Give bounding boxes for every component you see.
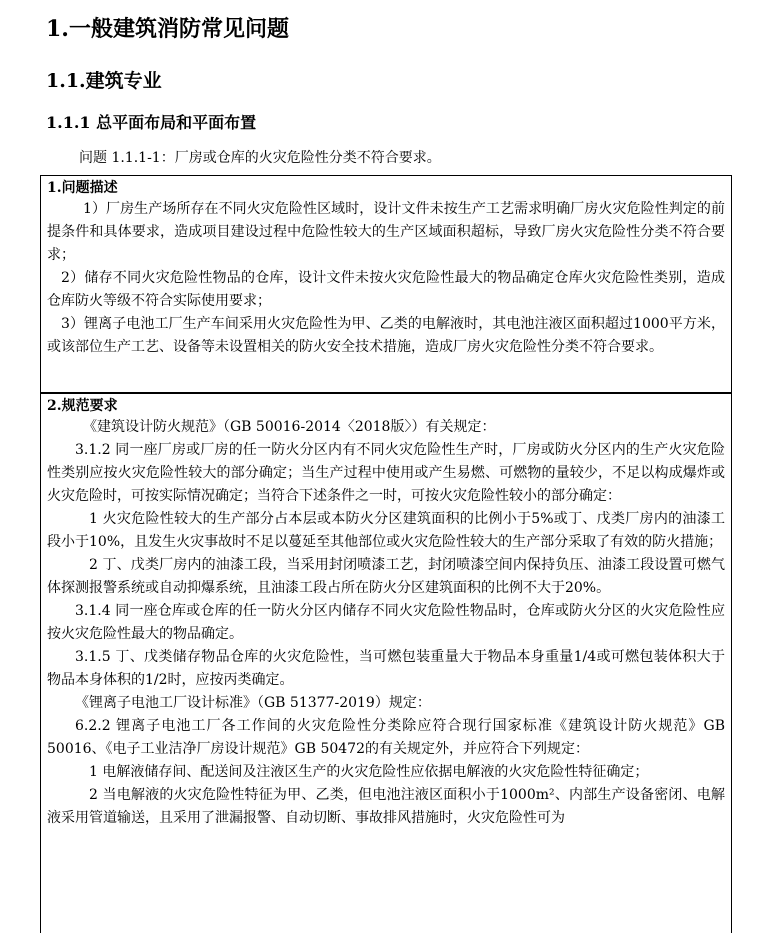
problem-paragraph: 3）锂离子电池工厂生产车间采用火灾危险性为甲、乙类的电解液时，其电池注液区面积超过1000平方米，或该部位生产工艺、设备等未设置相关的防火安全技术措施，造成厂房火灾危险性分类不符合要求。: [47, 316, 725, 355]
section-heading: 1.1.建筑专业: [46, 70, 162, 92]
chapter-heading: 1.一般建筑消防常见问题: [46, 16, 289, 42]
problem-description-title: 1.问题描述: [47, 180, 118, 196]
code-paragraph: 6.2.2 锂离子电池工厂各工作间的火灾危险性分类除应符合现行国家标准《建筑设计防火规范》GB 50016、《电子工业洁净厂房设计规范》GB 50472的有关规定外，并应符合下列规定：: [47, 718, 725, 757]
code-paragraph: 2 丁、戊类厂房内的油漆工段，当采用封闭喷漆工艺，封闭喷漆空间内保持负压、油漆工段设置可燃气体探测报警系统或自动抑爆系统，且油漆工段占所在防火分区建筑面积的比例不大于20%。: [47, 557, 725, 596]
problem-description-box: [40, 175, 732, 393]
code-requirements-box: [40, 393, 732, 933]
subsection-heading: 1.1.1 总平面布局和平面布置: [46, 113, 257, 132]
code-paragraph: 3.1.5 丁、戊类储存物品仓库的火灾危险性，当可燃包装重量大于物品本身重量1/4或可燃包装体积大于物品本身体积的1/2时，应按丙类确定。: [47, 649, 725, 688]
code-paragraph: 3.1.4 同一座仓库或仓库的任一防火分区内储存不同火灾危险性物品时，仓库或防火分区的火灾危险性应按火灾危险性最大的物品确定。: [47, 603, 725, 642]
question-title: 问题 1.1.1-1：厂房或仓库的火灾危险性分类不符合要求。: [79, 150, 441, 166]
problem-paragraph: 1）厂房生产场所存在不同火灾危险性区域时，设计文件未按生产工艺需求明确厂房火灾危险性判定的前提条件和具体要求，造成项目建设过程中危险性较大的生产区域面积超标，导致厂房火灾危险性分类不符合要求；: [47, 201, 725, 263]
code-paragraph: 3.1.2 同一座厂房或厂房的任一防火分区内有不同火灾危险性生产时，厂房或防火分区内的生产火灾危险性类别应按火灾危险性较大的部分确定；当生产过程中使用或产生易燃、可燃物的量较少，不足以构成爆炸或火灾危险时，可按实际情况确定；当符合下述条件之一时，可按火灾危险性较小的部分确定：: [47, 442, 725, 504]
code-paragraph: 2 当电解液的火灾危险性特征为甲、乙类，但电池注液区面积小于1000m²、内部生产设备密闭、电解液采用管道输送，且采用了泄漏报警、自动切断、事故排风措施时，火灾危险性可为: [47, 787, 725, 826]
code-paragraph: 《建筑设计防火规范》（GB 50016-2014〈2018版〉）有关规定：: [83, 419, 496, 435]
problem-paragraph: 2）储存不同火灾危险性物品的仓库，设计文件未按火灾危险性最大的物品确定仓库火灾危险性类别，造成仓库防火等级不符合实际使用要求；: [47, 270, 725, 309]
code-paragraph: 1 电解液储存间、配送间及注液区生产的火灾危险性应依据电解液的火灾危险性特征确定；: [89, 764, 649, 780]
code-paragraph: 《锂离子电池工厂设计标准》（GB 51377-2019）规定：: [75, 695, 431, 711]
code-requirements-title: 2.规范要求: [47, 398, 118, 414]
code-paragraph: 1 火灾危险性较大的生产部分占本层或本防火分区建筑面积的比例小于5%或丁、戊类厂房内的油漆工段小于10%，且发生火灾事故时不足以蔓延至其他部位或火灾危险性较大的生产部分采取了有效的防火措施；: [47, 511, 725, 550]
